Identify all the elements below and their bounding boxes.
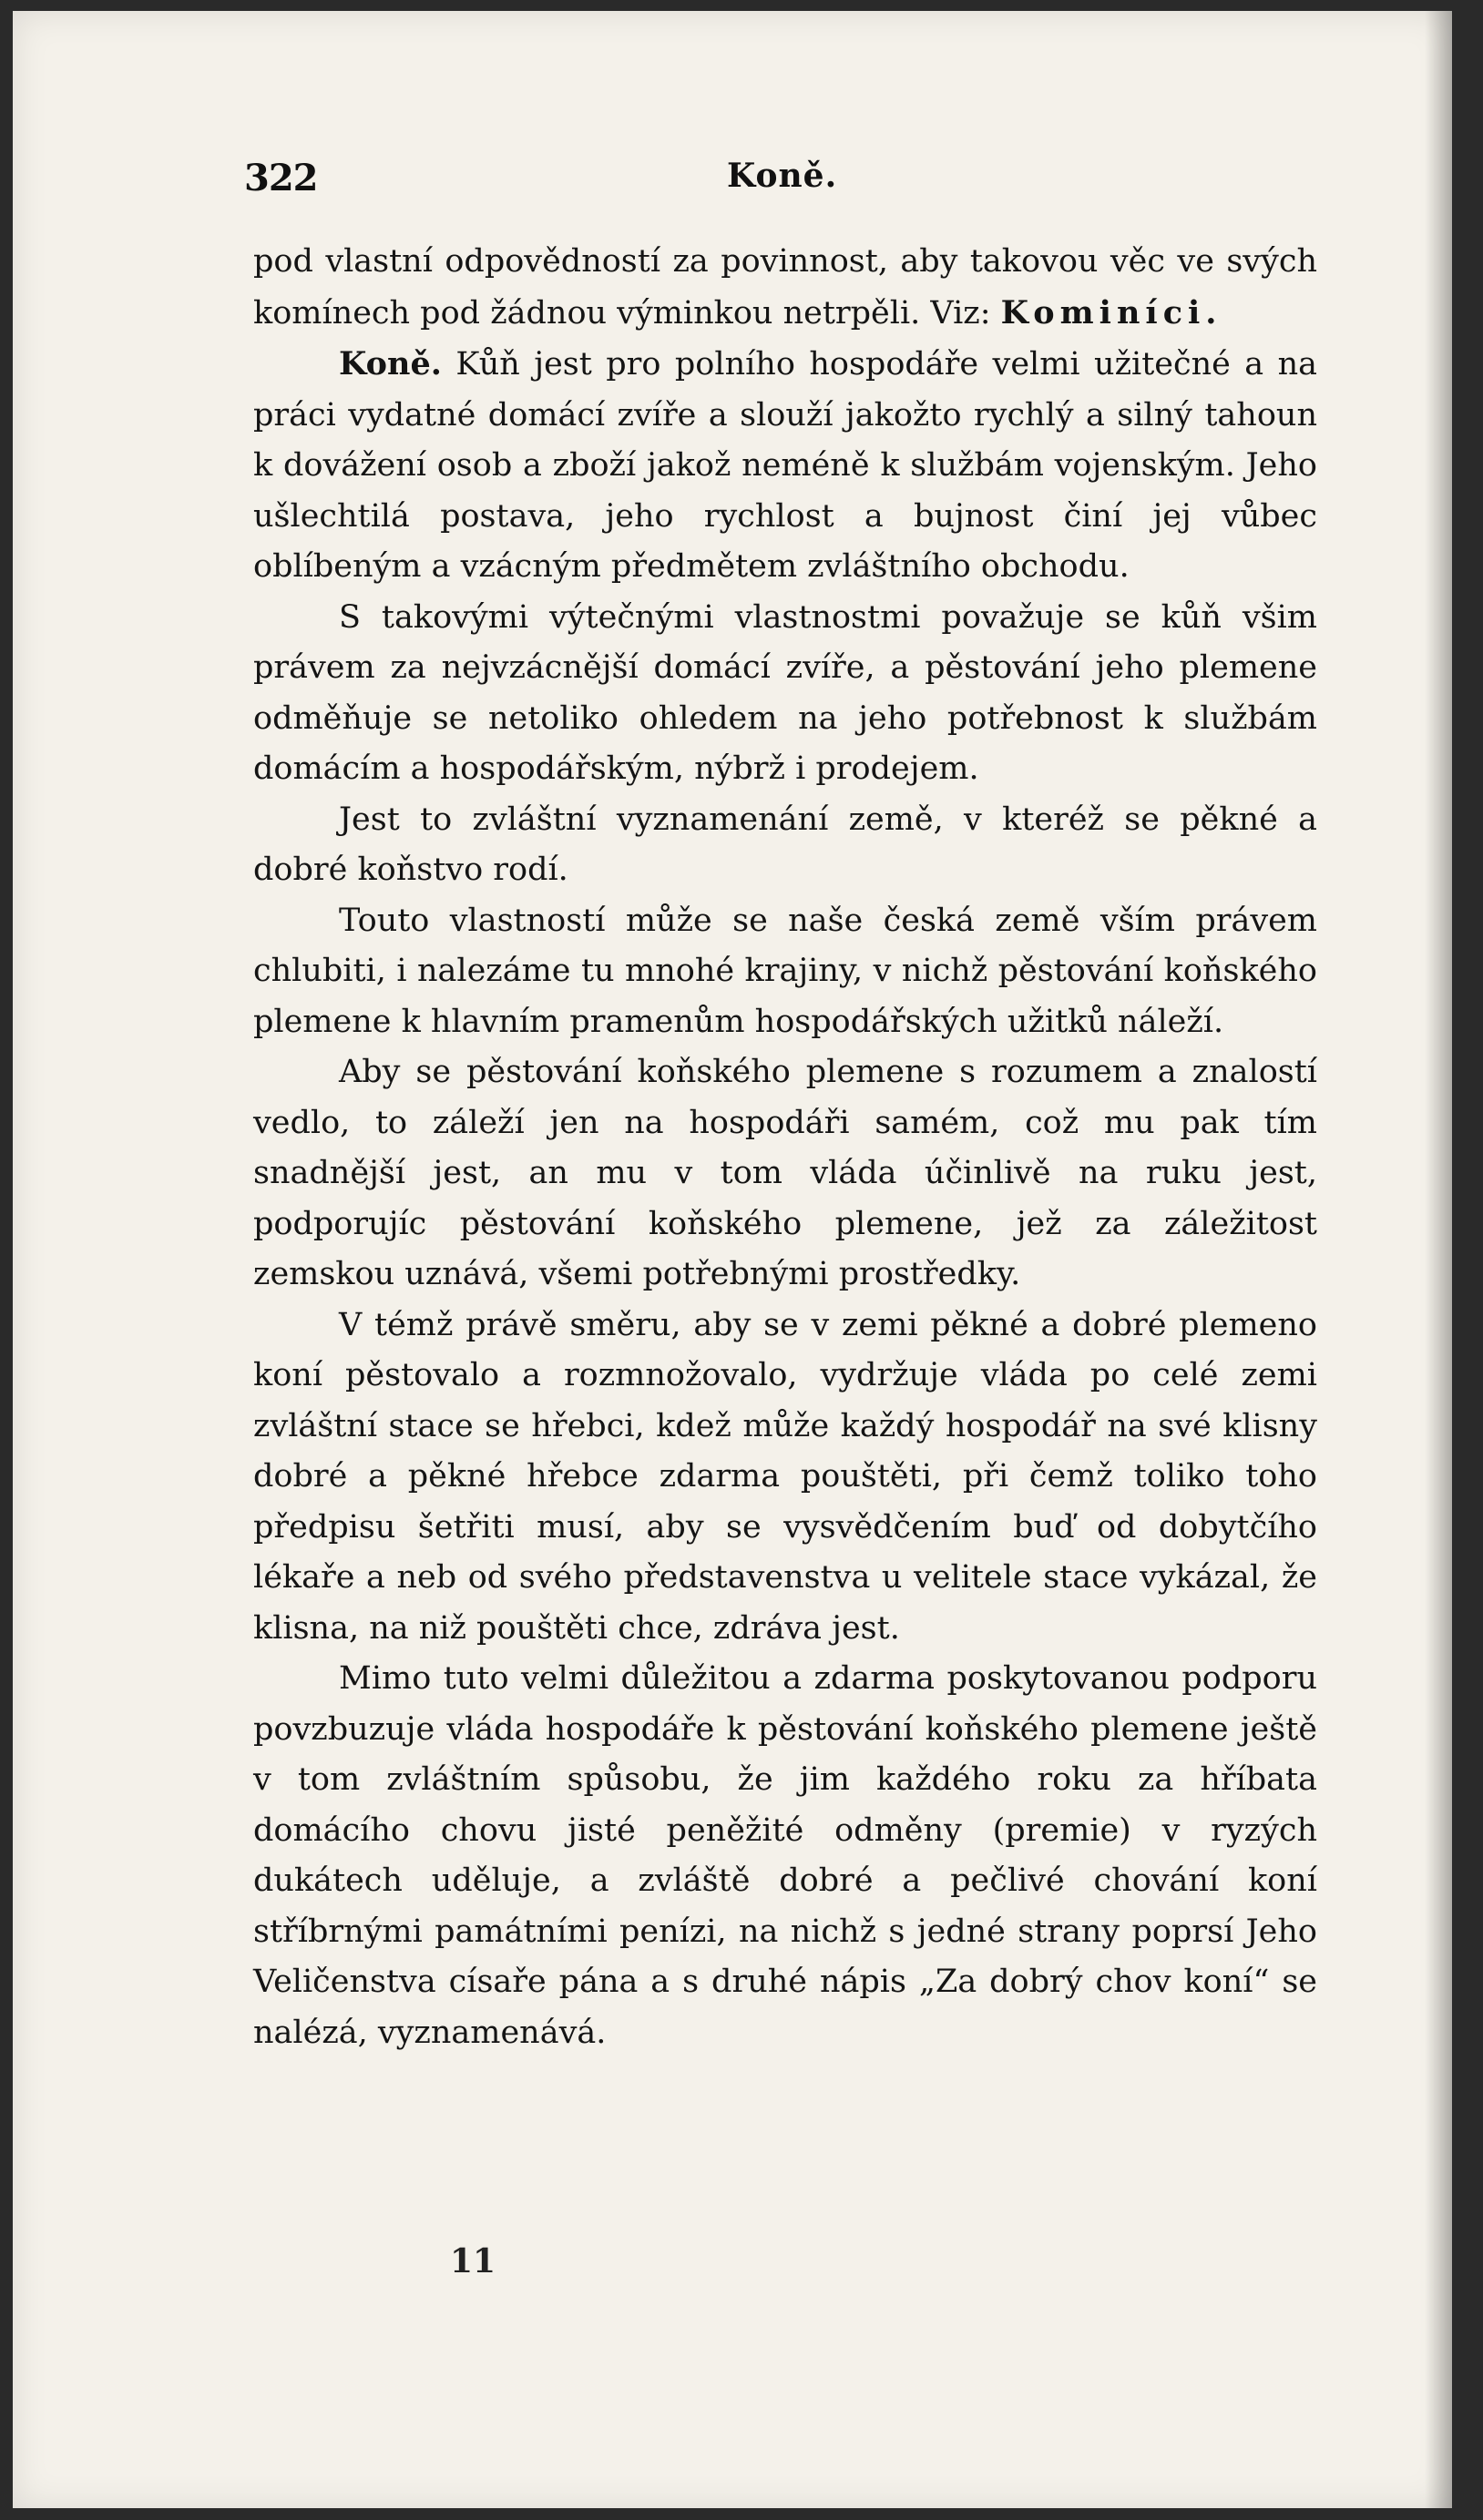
body-text (253, 237, 1317, 2058)
paragraph-7: V témž právě směru, aby se v zemi pěkné a dobré plemeno koní pěstovalo a rozmnožovalo, vydržuje vláda po celé zemi zvláštní stace se hřebci, kdež může každý hospodář na své klisny dobré a pěkné hřebce zdarma pouštěti, při čemž toliko toho předpisu šetřiti musí, aby se vysvědčením buď od dobytčího lékaře a neb od svého představenstva u velitele stace vykázal, že klisna, na niž pouštěti chce, zdráva jest. (253, 1306, 1317, 1647)
paragraph-2 (253, 339, 1317, 593)
cross-reference: Kominíci. (1000, 293, 1222, 332)
paragraph-4: Jest to zvláštní vyznamenání země, v kteréž se pěkné a dobré koňstvo rodí. (253, 801, 1317, 888)
paragraph-6: Aby se pěstování koňského plemene s rozumem a znalostí vedlo, to záleží jen na hospodáři samém, což mu pak tím snadnější jest, an mu v tom vláda účinlivě na ruku jest, podporujíc pěstování koňského plemene, jež za záležitost zemskou uznává, všemi potřebnými prostředky. (253, 1054, 1317, 1292)
page-number: 322 (244, 157, 318, 199)
paragraph-3: S takovými výtečnými vlastnostmi považuje se kůň všim právem za nejvzácnější domácí zvíře, a pěstování jeho plemene odměňuje se netoliko ohledem na jeho potřebnost k službám domácím a hospodářským, nýbrž i prodejem. (253, 598, 1317, 787)
page-edge-shadow (1425, 11, 1452, 2508)
book-page (13, 11, 1452, 2508)
paragraph-1 (253, 237, 1317, 339)
entry-headword: Koně. (339, 345, 442, 383)
page-header (244, 157, 1319, 199)
paragraph-1-text: pod vlastní odpovědností za povinnost, aby takovou věc ve svých komínech pod žádnou výminkou netrpěli. Viz: (253, 243, 1317, 332)
running-head: Koně. (727, 157, 838, 195)
paragraph-8: Mimo tuto velmi důležitou a zdarma poskytovanou podporu povzbuzuje vláda hospodáře k pěstování koňského plemene ještě v tom zvláštním spůsobu, že jim každého roku za hříbata domácího chovu jisté peněžité odměny (premie) v ryzých dukátech uděluje, a zvláště dobré a pečlivé chování koní stříbrnými památními penízi, na nichž s jedné strany poprsí Jeho Veličenstva císaře pána a s druhé nápis „Za dobrý chov koní“ se nalézá, vyznamenává. (253, 1660, 1317, 2051)
signature-mark: 11 (450, 2242, 496, 2280)
paragraph-2-text: Kůň jest pro polního hospodáře velmi užitečné a na práci vydatné domácí zvíře a slouží jakožto rychlý a silný tahoun k dovážení osob a zboží jakož neméně k službám vojenským. Jeho ušlechtilá postava, jeho rychlost a bujnost činí jej vůbec oblíbeným a vzácným předmětem zvláštního obchodu. (253, 346, 1317, 585)
paragraph-5: Touto vlastností může se naše česká země vším právem chlubiti, i nalezáme tu mnohé krajiny, v nichž pěstování koňského plemene k hlavním pramenům hospodářských užitků náleží. (253, 902, 1317, 1040)
